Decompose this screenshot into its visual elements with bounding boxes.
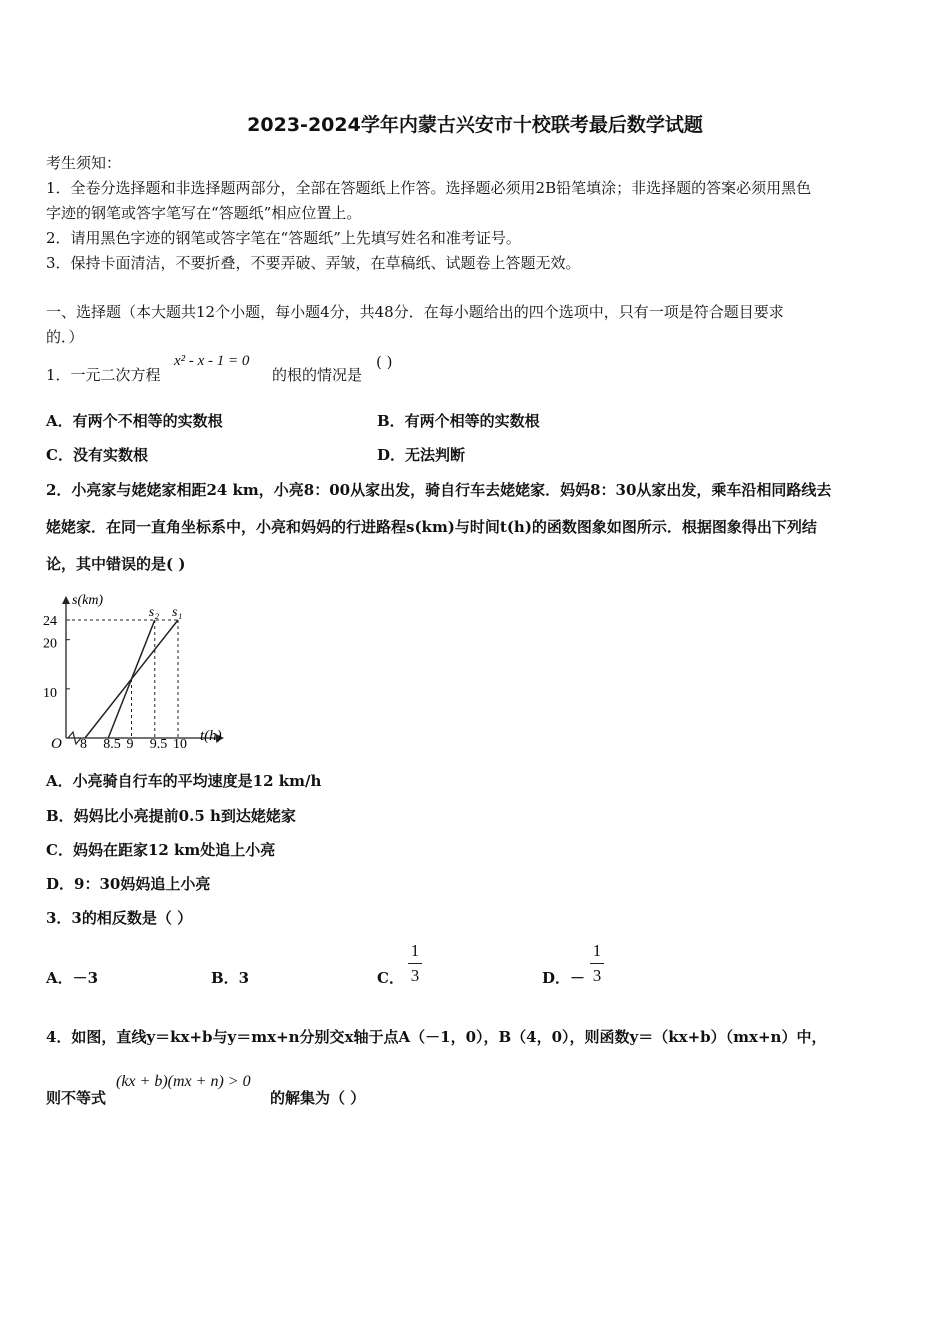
q4-stem-2-suffix: 的解集为（ ） [270, 1089, 366, 1107]
page-title: 2023-2024学年内蒙古兴安市十校联考最后数学试题 [247, 114, 703, 136]
origin-label: O [51, 736, 62, 752]
q1-option-a[interactable]: A．有两个不相等的实数根 [46, 412, 223, 430]
y-axis-label: s(km) [72, 593, 104, 608]
fraction-numerator: 1 [410, 941, 420, 960]
q3-option-d-fraction [590, 941, 604, 986]
q2-stem-1: 2．小亮家与姥姥家相距24 km，小亮8：00从家出发，骑自行车去姥姥家．妈妈8：30从家出发，乘车沿相同路线去 [46, 481, 832, 499]
q1-option-c[interactable]: C．没有实数根 [46, 446, 148, 464]
y-tick-label: 24 [43, 614, 57, 629]
x-tick-label: 8.5 [103, 737, 121, 752]
series-label: s₂ [148, 605, 160, 620]
q4-inequality: (kx + b)(mx + n) > 0 [116, 1073, 251, 1090]
series-line [108, 620, 155, 738]
x-tick-label: 8 [80, 737, 87, 752]
section-heading: 一、选择题（本大题共12个小题，每小题4分，共48分．在每小题给出的四个选项中，只有一项是符合题目要求 [46, 303, 784, 321]
q3-option-c-fraction [408, 941, 422, 986]
q3-option-b[interactable]: B．3 [211, 969, 250, 987]
fraction-denominator: 3 [410, 966, 420, 985]
x-tick-label: 10 [173, 737, 187, 752]
q1-equation: x² - x - 1 = 0 [174, 353, 250, 369]
notice-item-3: 3．保持卡面清洁，不要折叠，不要弄破、弄皱，在草稿纸、试题卷上答题无效。 [46, 254, 581, 272]
q3-option-d[interactable]: D．－ [542, 969, 586, 987]
q2-stem-2: 姥姥家．在同一直角坐标系中，小亮和妈妈的行进路程s(km)与时间t(h)的函数图象如图所示．根据图象得出下列结 [46, 518, 817, 536]
y-tick-label: 10 [43, 685, 57, 701]
notice-heading: 考生须知： [46, 154, 122, 172]
q1-stem [46, 364, 161, 385]
x-tick-label: 9.5 [149, 737, 168, 752]
y-axis-arrow [62, 596, 70, 604]
fraction-denominator: 3 [592, 966, 602, 985]
notice-item-2: 2．请用黑色字迹的钢笔或答字笔在“答题纸”上先填写姓名和准考证号。 [46, 229, 521, 247]
x-axis-label: t(h) [200, 728, 222, 744]
q1-option-b[interactable]: B．有两个相等的实数根 [377, 412, 540, 430]
y-tick-label: 20 [43, 636, 57, 652]
q3-stem: 3．3的相反数是（ ） [46, 909, 193, 927]
q1-suffix: 的根的情况是 [272, 366, 363, 384]
q2-option-d[interactable]: D．9：30妈妈追上小亮 [46, 875, 211, 893]
q4-stem-2-prefix: 则不等式 [46, 1089, 107, 1107]
x-tick-label: 9 [126, 737, 134, 752]
fraction-bar [408, 963, 422, 964]
q4-stem-1: 4．如图，直线y＝kx+b与y＝mx+n分别交x轴于点A（－1，0），B（4，0），则函数y＝（kx+b）（mx+n）中， [46, 1028, 827, 1046]
q1-paren: ( ) [376, 353, 393, 371]
fraction-bar [590, 963, 604, 964]
q2-stem-3: 论，其中错误的是( ) [46, 555, 186, 573]
q2-option-a[interactable]: A．小亮骑自行车的平均速度是12 km/h [46, 772, 322, 790]
q1-option-d[interactable]: D．无法判断 [377, 446, 466, 464]
distance-time-chart [40, 588, 250, 758]
q2-option-b[interactable]: B．妈妈比小亮提前0.5 h到达姥姥家 [46, 807, 296, 825]
notice-item-1: 1．全卷分选择题和非选择题两部分，全部在答题纸上作答。选择题必须用2B铅笔填涂；非选择题的答案必须用黑色 [46, 179, 812, 197]
notice-item-1-cont: 字迹的钢笔或答字笔写在“答题纸”相应位置上。 [46, 204, 362, 222]
q3-option-a[interactable]: A．－3 [46, 969, 99, 987]
fraction-numerator: 1 [592, 941, 602, 960]
q2-option-c[interactable]: C．妈妈在距家12 km处追上小亮 [46, 841, 276, 859]
series-label: s₁ [172, 605, 183, 620]
section-heading-cont: 的．） [46, 328, 84, 346]
q3-option-c[interactable]: C． [377, 969, 404, 987]
q1-prefix: 1．一元二次方程 [46, 366, 161, 384]
